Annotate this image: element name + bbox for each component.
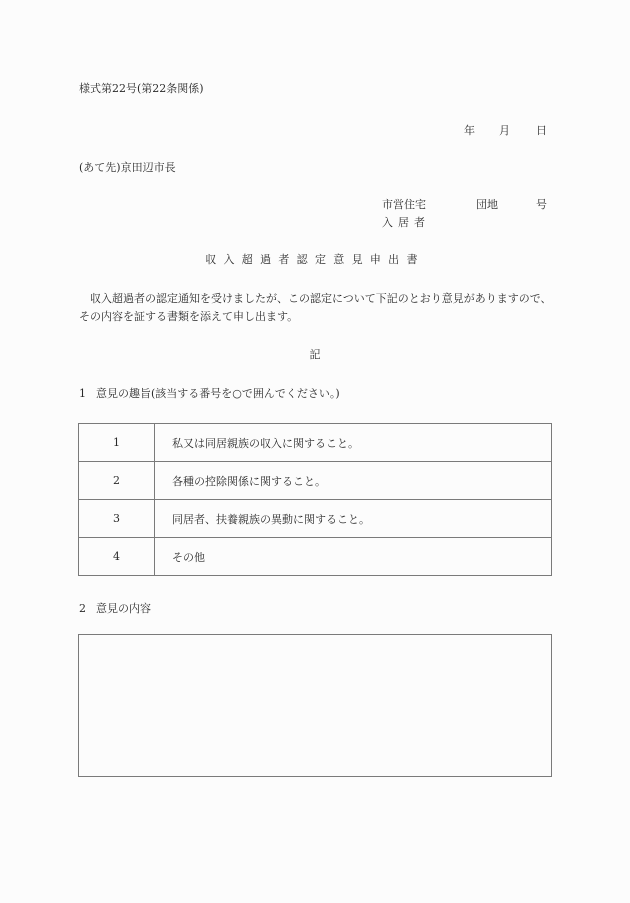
date-day-label: 日 bbox=[536, 124, 547, 137]
option-number[interactable]: 2 bbox=[79, 462, 155, 500]
opinion-content-box[interactable] bbox=[78, 634, 552, 777]
danchi-label: 団地 bbox=[476, 198, 498, 211]
section1-title: 意見の趣旨(該当する番号を○で囲んでください。) bbox=[96, 387, 340, 400]
section1-heading bbox=[79, 385, 340, 401]
table-row[interactable] bbox=[79, 538, 552, 576]
opinion-options-table bbox=[78, 423, 552, 576]
addressee: (あて先)京田辺市長 bbox=[79, 161, 176, 174]
document-title: 収入超過者認定意見申出書 bbox=[205, 253, 425, 266]
ki-label: 記 bbox=[309, 348, 321, 361]
table-row[interactable] bbox=[79, 424, 552, 462]
option-number[interactable]: 3 bbox=[79, 500, 155, 538]
option-text: その他 bbox=[155, 538, 552, 576]
option-text: 私又は同居親族の収入に関すること。 bbox=[155, 424, 552, 462]
housing-label: 市営住宅 bbox=[382, 198, 426, 211]
date-month-label: 月 bbox=[499, 124, 510, 137]
unit-number-label: 号 bbox=[536, 198, 547, 211]
table-row[interactable] bbox=[79, 500, 552, 538]
section2-heading bbox=[79, 600, 151, 616]
section2-number: 2 bbox=[79, 602, 86, 615]
option-text: 同居者、扶養親族の異動に関すること。 bbox=[155, 500, 552, 538]
resident-label: 入居者 bbox=[382, 216, 430, 229]
date-year-label: 年 bbox=[464, 124, 475, 137]
form-number: 様式第22号(第22条関係) bbox=[79, 82, 204, 95]
option-number[interactable]: 1 bbox=[79, 424, 155, 462]
section1-number: 1 bbox=[79, 387, 86, 400]
option-number[interactable]: 4 bbox=[79, 538, 155, 576]
body-paragraph: 収入超過者の認定通知を受けましたが、この認定について下記のとおり意見がありますので、その内容を証する書類を添えて申し出ます。 bbox=[79, 292, 552, 323]
option-text: 各種の控除関係に関すること。 bbox=[155, 462, 552, 500]
table-row[interactable] bbox=[79, 462, 552, 500]
section2-title: 意見の内容 bbox=[96, 602, 151, 615]
